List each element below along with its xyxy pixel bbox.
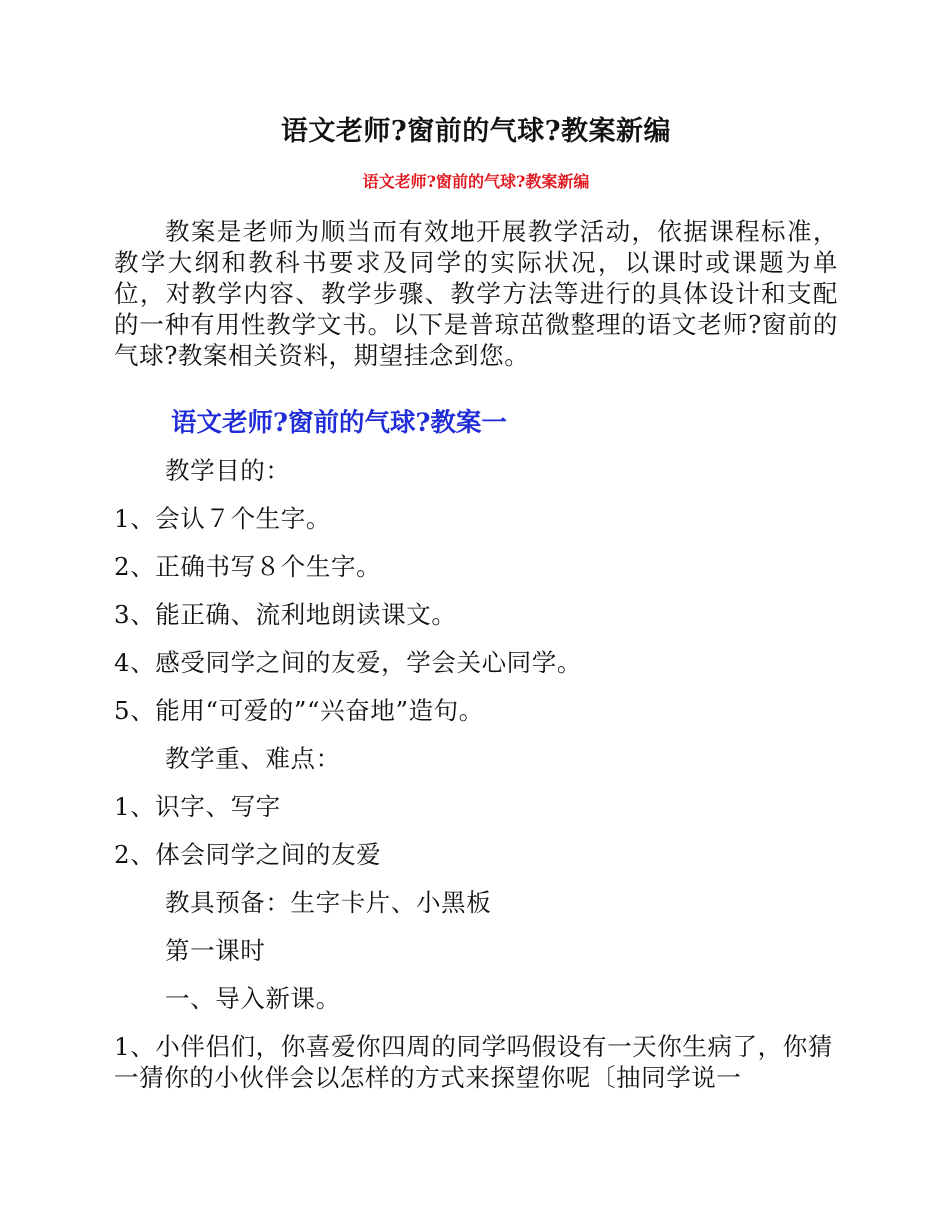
intro-paragraph: 教案是老师为顺当而有效地开展教学活动，依据课程标准，教学大纲和教科书要求及同学的实际状况，以课时或课题为单位，对教学内容、教学步骤、教学方法等进行的具体设计和支配的一种有用性教学文书。以下是普琼茁微整理的语文老师?窗前的气球?教案相关资料，期望挂念到您。 xyxy=(114,217,838,370)
content-paragraph: 3、能正确、流利地朗读课文。 xyxy=(114,600,457,629)
content-paragraph: 5、能用“可爱的”“兴奋地”造句。 xyxy=(114,696,484,725)
document-title: 语文老师?窗前的气球?教案新编 xyxy=(280,116,672,147)
content-paragraph: 第一课时 xyxy=(165,936,266,965)
document-subtitle: 语文老师?窗前的气球?教案新编 xyxy=(362,172,590,191)
content-paragraph: 教学目的： xyxy=(165,456,291,485)
content-paragraph: 2、正确书写８个生字。 xyxy=(114,552,382,581)
content-paragraph: 2、体会同学之间的友爱 xyxy=(114,840,382,869)
content-paragraph: 1、会认７个生字。 xyxy=(114,504,331,533)
content-paragraph: 1、小伴侣们，你喜爱你四周的同学吗假设有一天你生病了，你猜一猜你的小伙伴会以怎样的方式来探望你呢〔抽同学说一 xyxy=(114,1032,833,1092)
content-paragraph: 4、感受同学之间的友爱，学会关心同学。 xyxy=(114,648,582,677)
lesson-content xyxy=(114,455,838,1093)
content-paragraph: 教具预备：生字卡片、小黑板 xyxy=(165,888,492,917)
section-heading: 语文老师?窗前的气球?教案一 xyxy=(171,408,507,438)
content-paragraph: 1、识字、写字 xyxy=(114,792,281,821)
content-paragraph: 一、导入新课。 xyxy=(165,984,341,1013)
content-paragraph: 教学重、难点： xyxy=(165,744,341,773)
